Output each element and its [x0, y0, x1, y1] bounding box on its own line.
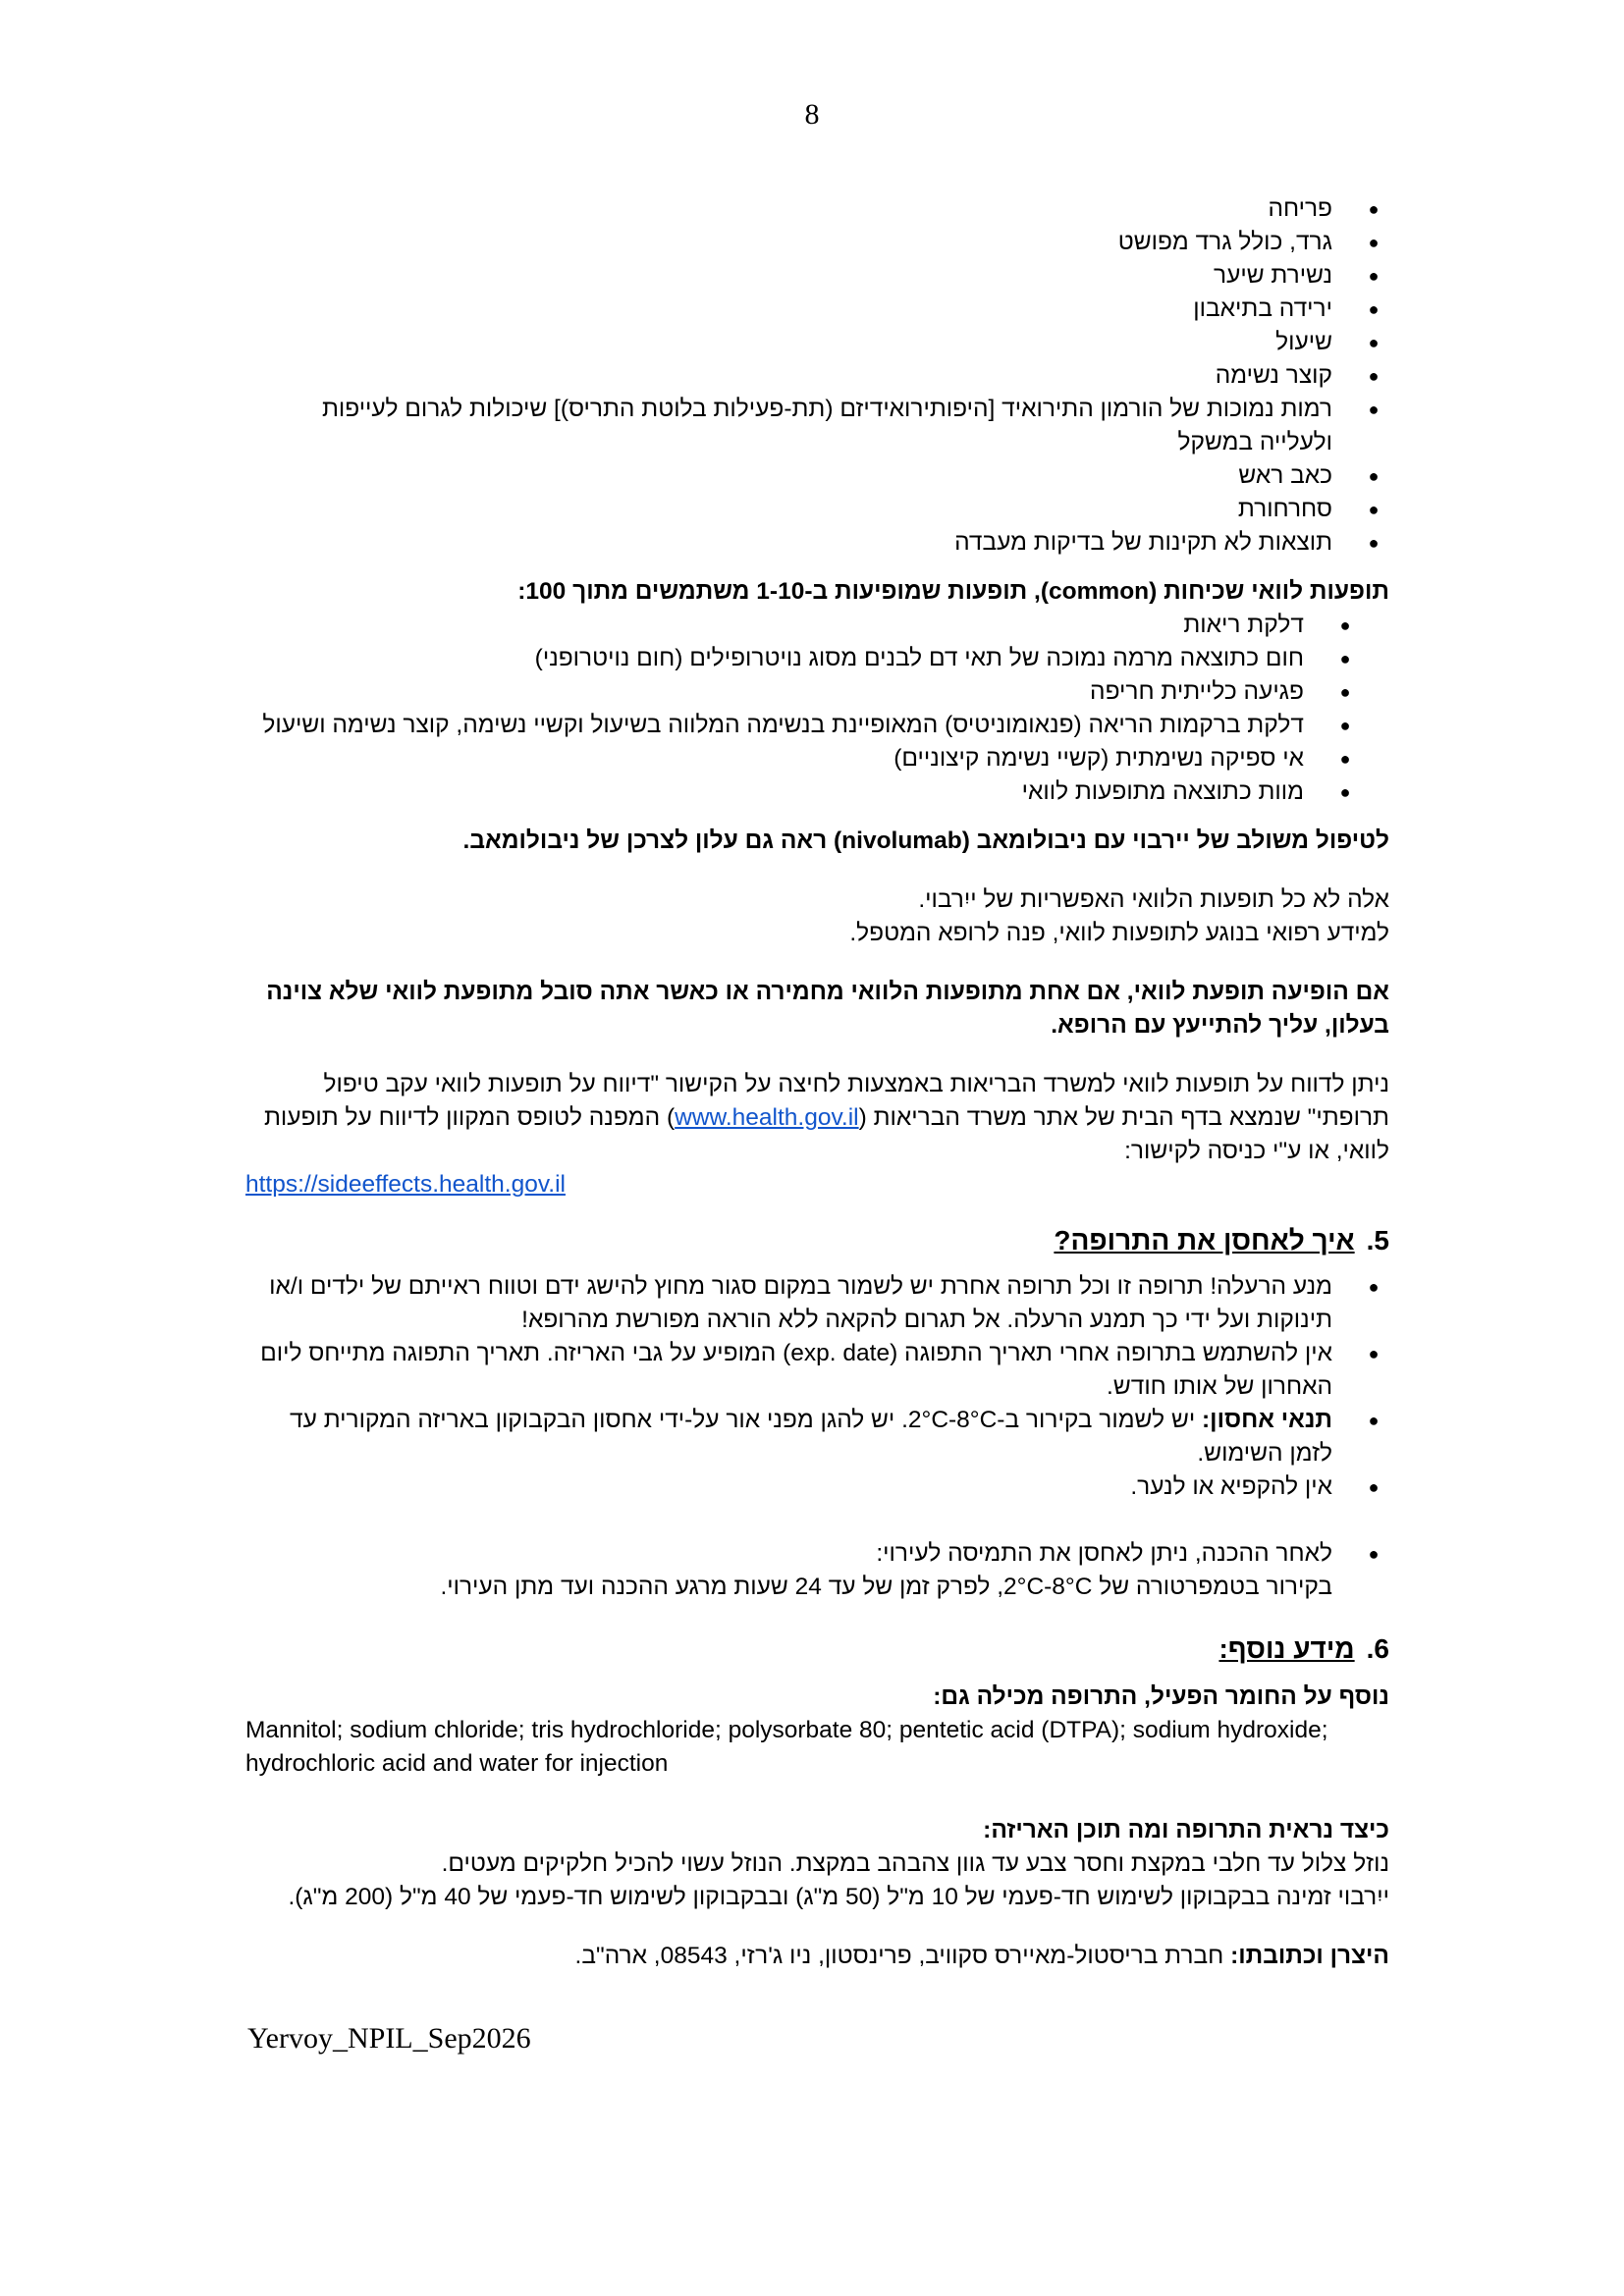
list-item-text: פגיעה כלייתית חריפה	[1090, 678, 1304, 705]
combination-therapy-note: לטיפול משולב של יירבוי עם ניבולומאב (nivolumab) ראה גם עלון לצרכן של ניבולומאב.	[462, 828, 1389, 854]
common-side-effects-heading: תופעות לוואי שכיחות (common), תופעות שמופיעות ב-1-10 משתמשים מתוך 100:	[517, 578, 1389, 605]
section-6-title: מידע נוסף:	[1218, 1633, 1355, 1664]
list-item	[245, 1337, 1389, 1404]
list-item-text: חום כתוצאה מרמה נמוכה של תאי דם לבנים מסוג נויטרופילים (חום נויטרופני)	[534, 645, 1304, 671]
list-item	[245, 675, 1389, 709]
bullet-icon: ●	[1339, 682, 1351, 702]
bullet-icon: ●	[1368, 533, 1380, 553]
page-number: 8	[804, 98, 820, 131]
list-item	[245, 775, 1389, 809]
list-item-text: אי ספיקה נשימתית (קשיי נשימה קיצוניים)	[893, 745, 1304, 772]
section-5-title: איך לאחסן את התרופה?	[1054, 1225, 1355, 1255]
list-item-text: מוות כתוצאה מתופעות לוואי	[1021, 778, 1304, 805]
bullet-icon: ●	[1339, 615, 1351, 635]
not-all-side-effects-line: אלה לא כל תופעות הלוואי האפשריות של ייִרבוי.	[918, 886, 1389, 913]
appearance-line-2: ייִרבוי זמינה בבקבוקון לשימוש חד-פעמי של 10 מ"ל (50 מ"ג) ובבקבוקון לשימוש חד-פעמי של 40 מ"ל (200 מ"ג).	[288, 1884, 1389, 1910]
reporting-paragraph	[245, 1068, 1389, 1168]
common-side-effects-list	[245, 609, 1389, 809]
list-item-text: קוצר נשימה	[1215, 362, 1332, 389]
bullet-icon: ●	[1368, 199, 1380, 219]
appearance-heading: כיצד נראית התרופה ומה תוכן האריזה:	[983, 1817, 1389, 1843]
list-item	[245, 459, 1389, 493]
list-item	[245, 609, 1389, 642]
list-item-text: פריחה	[1268, 195, 1332, 222]
list-item	[245, 259, 1389, 293]
list-item	[245, 1470, 1389, 1504]
list-item	[245, 192, 1389, 226]
bullet-icon: ●	[1339, 782, 1351, 802]
sideeffects-report-link[interactable]: https://sideeffects.health.gov.il	[245, 1171, 566, 1198]
no-freeze-text: אין להקפיא או לנער.	[1130, 1473, 1332, 1500]
list-item	[245, 393, 1389, 459]
side-effects-list-1	[245, 192, 1389, 560]
list-item	[245, 326, 1389, 359]
sideeffects-link-line	[245, 1168, 1389, 1201]
storage-conditions-label: תנאי אחסון:	[1202, 1407, 1332, 1433]
list-item-text: דלקת ברקמות הריאה (פנאומוניטיס) המאופיינת בנשימה המלווה בשיעול וקשיי נשימה, קוצר נשימה ושיעול	[262, 712, 1304, 738]
reporting-text-part2: ) המפנה לטופס המקוון לדיווח על תופעות לוואי, או ע"י כניסה לקישור:	[263, 1104, 1389, 1164]
manufacturer-text: חברת בריסטול-מאיירס סקוויב, פרינסטון, ניו ג'רזי, 08543, ארה"ב.	[574, 1943, 1231, 1969]
list-item-text: גרד, כולל גרד מפושט	[1117, 229, 1332, 255]
list-item-text: שיעול	[1275, 329, 1332, 355]
list-item	[245, 1270, 1389, 1337]
bullet-icon: ●	[1368, 366, 1380, 386]
section-6-heading	[245, 1631, 1389, 1667]
medical-info-line: למידע רפואי בנוגע לתופעות לוואי, פנה לרופא המטפל.	[849, 920, 1389, 946]
bullet-icon: ●	[1368, 500, 1380, 519]
ingredients-heading: נוסף על החומר הפעיל, התרופה מכילה גם:	[933, 1683, 1389, 1710]
document-footer: Yervoy_NPIL_Sep2026	[247, 2022, 531, 2055]
manufacturer-line	[245, 1940, 1389, 1973]
after-prep-line-1: לאחר ההכנה, ניתן לאחסן את התמיסה לעירוי:	[876, 1540, 1332, 1567]
list-item	[245, 1537, 1389, 1604]
list-item-text: סחרחורת	[1237, 496, 1332, 522]
appearance-line-1: נוזל צלול עד חלבי במקצת וחסר צבע עד גוון צהבהב במקצת. הנוזל עשוי להכיל חלקיקים מעטים.	[441, 1850, 1389, 1877]
bullet-icon: ●	[1368, 466, 1380, 486]
bullet-icon: ●	[1368, 333, 1380, 352]
bullet-icon: ●	[1368, 299, 1380, 319]
bullet-icon: ●	[1368, 1277, 1380, 1297]
bullet-icon: ●	[1339, 716, 1351, 735]
list-item-text: רמות נמוכות של הורמון התירואיד [היפותירואידיזם (תת-פעילות בלוטת התריס)] שיכולות לגרום לעייפות ולעלייה במשקל	[321, 396, 1332, 455]
list-item-text: כאב ראש	[1238, 462, 1332, 489]
storage-conditions-text: יש לשמור בקירור ב-2°C-8°C. יש להגן מפני אור על-ידי אחסון הבקבוקון באריזה המקורית עד לזמן השימוש.	[290, 1407, 1332, 1467]
bullet-icon: ●	[1339, 749, 1351, 769]
bullet-icon: ●	[1368, 1477, 1380, 1497]
storage-list	[245, 1270, 1389, 1604]
list-item-text: דלקת ריאות	[1183, 612, 1304, 638]
list-item	[245, 359, 1389, 393]
list-item	[245, 1404, 1389, 1470]
list-item	[245, 526, 1389, 560]
bullet-icon: ●	[1368, 1344, 1380, 1363]
section-5-number: 5.	[1366, 1225, 1389, 1255]
list-item-text: ירידה בתיאבון	[1193, 295, 1332, 322]
list-item-text: נשירת שיער	[1214, 262, 1332, 289]
bullet-icon: ●	[1339, 649, 1351, 668]
section-5-heading	[245, 1223, 1389, 1258]
after-prep-line-2: בקירור בטמפרטורה של 2°C-8°C, לפרק זמן של עד 24 שעות מרגע ההכנה ועד מתן העירוי.	[440, 1574, 1332, 1600]
list-item	[245, 226, 1389, 259]
section-6-number: 6.	[1366, 1633, 1389, 1664]
list-item	[245, 293, 1389, 326]
list-item	[245, 493, 1389, 526]
storage-item-text: מנע הרעלה! תרופה זו וכל תרופה אחרת יש לשמור במקום סגור מחוץ להישג ידם וטווח ראייתם של ילדים ו/או תינוקות ועל ידי כך תמנע הרעלה. אל תגרום להקאה ללא הוראה מפורשת מהרופא!	[269, 1273, 1332, 1333]
bullet-icon: ●	[1368, 233, 1380, 252]
manufacturer-label: היצרן וכתובתו:	[1230, 1943, 1389, 1969]
list-item	[245, 709, 1389, 742]
bullet-icon: ●	[1368, 1411, 1380, 1430]
list-item	[245, 642, 1389, 675]
health-ministry-link[interactable]: www.health.gov.il	[675, 1104, 859, 1131]
document-body	[245, 192, 1389, 1973]
bullet-icon: ●	[1368, 1544, 1380, 1564]
storage-item-text: אין להשתמש בתרופה אחרי תאריך התפוגה (exp. date) המופיע על גבי האריזה. תאריך התפוגה מתייחס ליום האחרון של אותו חודש.	[260, 1340, 1332, 1400]
list-item	[245, 742, 1389, 775]
reporting-text-part1: ניתן לדווח על תופעות לוואי למשרד הבריאות באמצעות לחיצה על הקישור "דיווח על תופעות לוואי עקב טיפול תרופתי" שנמצא בדף הבית של אתר משרד הבריאות (	[323, 1071, 1389, 1131]
consult-doctor-warning: אם הופיעה תופעת לוואי, אם אחת מתופעות הלוואי מחמירה או כאשר אתה סובל מתופעת לוואי שלא צוינה בעלון, עליך להתייעץ עם הרופא.	[266, 979, 1389, 1039]
ingredients-text: Mannitol; sodium chloride; tris hydrochloride; polysorbate 80; pentetic acid (DTPA); sodium hydroxide; hydrochloric acid and water for injection	[245, 1717, 1328, 1777]
bullet-icon: ●	[1368, 266, 1380, 286]
list-item-text: תוצאות לא תקינות של בדיקות מעבדה	[954, 529, 1332, 556]
bullet-icon: ●	[1368, 400, 1380, 419]
